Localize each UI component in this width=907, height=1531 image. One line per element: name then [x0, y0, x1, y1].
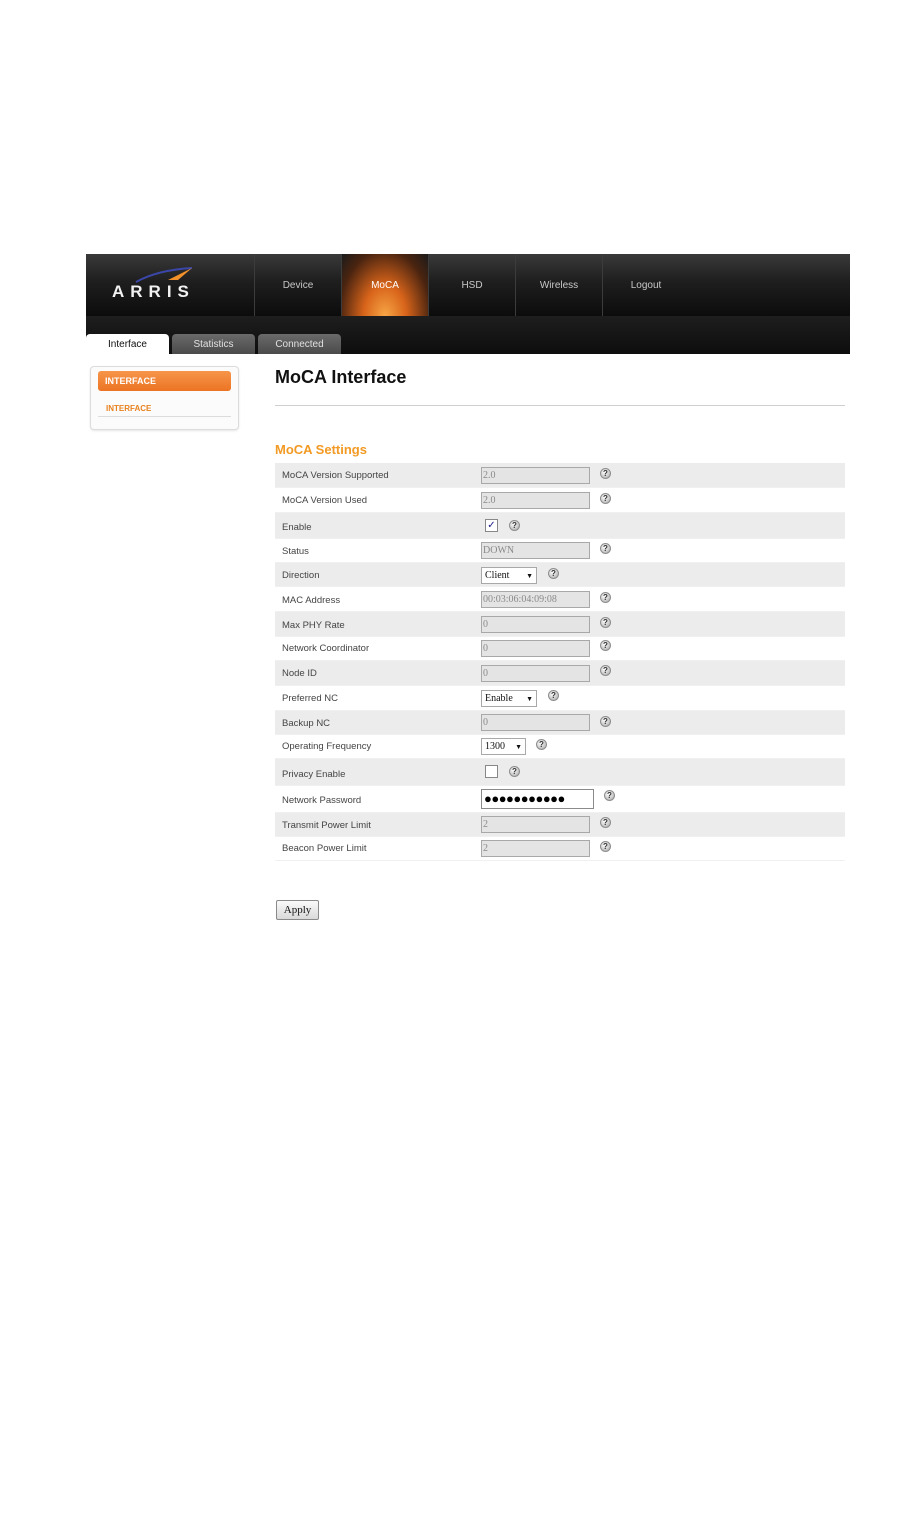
help-icon[interactable]: ?: [600, 493, 611, 504]
backup-nc-label: Backup NC: [282, 718, 331, 729]
sidebar-header: INTERFACE: [98, 371, 231, 391]
help-icon[interactable]: ?: [509, 766, 520, 777]
operating-frequency-value: 1300: [485, 741, 505, 752]
sidebar-item-interface[interactable]: INTERFACE: [98, 401, 231, 417]
settings-row-mac-address: [275, 587, 845, 612]
direction-label: Direction: [282, 570, 320, 581]
preferred-nc-select[interactable]: [481, 690, 537, 707]
enable-label: Enable: [282, 522, 312, 533]
settings-row-direction: [275, 563, 845, 587]
chevron-down-icon: ▼: [515, 742, 522, 751]
settings-row-version-used: [275, 488, 845, 513]
help-icon[interactable]: ?: [536, 739, 547, 750]
tab-connected[interactable]: Connected: [258, 334, 341, 354]
help-icon[interactable]: ?: [604, 790, 615, 801]
tab-interface[interactable]: Interface: [86, 334, 169, 354]
nav-logout-label: Logout: [630, 279, 662, 291]
beacon-power-limit-label: Beacon Power Limit: [282, 843, 367, 854]
arris-logo: [86, 254, 254, 316]
settings-row-operating-frequency: [275, 735, 845, 759]
beacon-power-limit-field: 2: [481, 840, 590, 857]
settings-row-preferred-nc: [275, 686, 845, 711]
help-icon[interactable]: ?: [600, 543, 611, 554]
nav-hsd-label: HSD: [461, 279, 483, 291]
max-phy-rate-field: 0: [481, 616, 590, 633]
settings-row-backup-nc: [275, 711, 845, 735]
privacy-enable-label: Privacy Enable: [282, 769, 346, 780]
version-used-label: MoCA Version Used: [282, 495, 368, 506]
title-divider: [275, 405, 845, 406]
help-icon[interactable]: ?: [600, 665, 611, 676]
status-field: DOWN: [481, 542, 590, 559]
mac-address-field: 00:03:06:04:09:08: [481, 591, 590, 608]
top-navigation-bar: [86, 254, 850, 316]
version-supported-label: MoCA Version Supported: [282, 470, 389, 481]
settings-row-network-password: [275, 786, 845, 813]
nav-moca-label: MoCA: [371, 279, 399, 291]
node-id-label: Node ID: [282, 668, 317, 679]
preferred-nc-label: Preferred NC: [282, 693, 338, 704]
direction-select[interactable]: [481, 567, 537, 584]
sidebar: [90, 366, 239, 430]
settings-row-enable: [275, 513, 845, 539]
settings-row-status: [275, 539, 845, 563]
help-icon[interactable]: ?: [600, 716, 611, 727]
nav-device-label: Device: [282, 279, 314, 291]
help-icon[interactable]: ?: [600, 817, 611, 828]
help-icon[interactable]: ?: [600, 841, 611, 852]
settings-row-node-id: [275, 661, 845, 686]
version-supported-field: 2.0: [481, 467, 590, 484]
nav-wireless-label: Wireless: [539, 279, 579, 291]
mac-address-label: MAC Address: [282, 595, 341, 606]
network-password-label: Network Password: [282, 795, 362, 806]
help-icon[interactable]: ?: [548, 690, 559, 701]
tab-strip: [86, 334, 344, 354]
enable-checkbox[interactable]: ✓: [485, 519, 498, 532]
chevron-down-icon: ▼: [526, 571, 533, 580]
logo-text: ARRIS: [112, 282, 195, 301]
help-icon[interactable]: ?: [548, 568, 559, 579]
settings-row-max-phy-rate: [275, 612, 845, 637]
nav-logout[interactable]: [602, 254, 689, 316]
main-nav: [254, 254, 689, 316]
network-coordinator-label: Network Coordinator: [282, 643, 370, 654]
help-icon[interactable]: ?: [600, 640, 611, 651]
help-icon[interactable]: ?: [509, 520, 520, 531]
chevron-down-icon: ▼: [526, 694, 533, 703]
operating-frequency-label: Operating Frequency: [282, 741, 372, 752]
preferred-nc-value: Enable: [485, 693, 513, 704]
transmit-power-limit-label: Transmit Power Limit: [282, 820, 371, 831]
help-icon[interactable]: ?: [600, 468, 611, 479]
operating-frequency-select[interactable]: [481, 738, 526, 755]
transmit-power-limit-field: 2: [481, 816, 590, 833]
version-used-field: 2.0: [481, 492, 590, 509]
settings-row-privacy-enable: [275, 759, 845, 786]
settings-row-network-coordinator: [275, 637, 845, 661]
max-phy-rate-label: Max PHY Rate: [282, 620, 345, 631]
network-password-input[interactable]: ●●●●●●●●●●●: [481, 789, 594, 809]
nav-device[interactable]: [254, 254, 341, 316]
settings-row-transmit-power-limit: [275, 813, 845, 837]
privacy-enable-checkbox[interactable]: [485, 765, 498, 778]
network-coordinator-field: 0: [481, 640, 590, 657]
nav-hsd[interactable]: [428, 254, 515, 316]
settings-row-version-supported: [275, 463, 845, 488]
nav-wireless[interactable]: [515, 254, 602, 316]
direction-value: Client: [485, 570, 510, 581]
page-title: MoCA Interface: [275, 367, 407, 387]
node-id-field: 0: [481, 665, 590, 682]
apply-button[interactable]: Apply: [276, 900, 319, 920]
help-icon[interactable]: ?: [600, 617, 611, 628]
backup-nc-field: 0: [481, 714, 590, 731]
section-title: MoCA Settings: [275, 442, 367, 457]
settings-row-beacon-power-limit: [275, 837, 845, 861]
nav-moca[interactable]: [341, 254, 428, 316]
tab-statistics[interactable]: Statistics: [172, 334, 255, 354]
status-label: Status: [282, 546, 309, 557]
help-icon[interactable]: ?: [600, 592, 611, 603]
